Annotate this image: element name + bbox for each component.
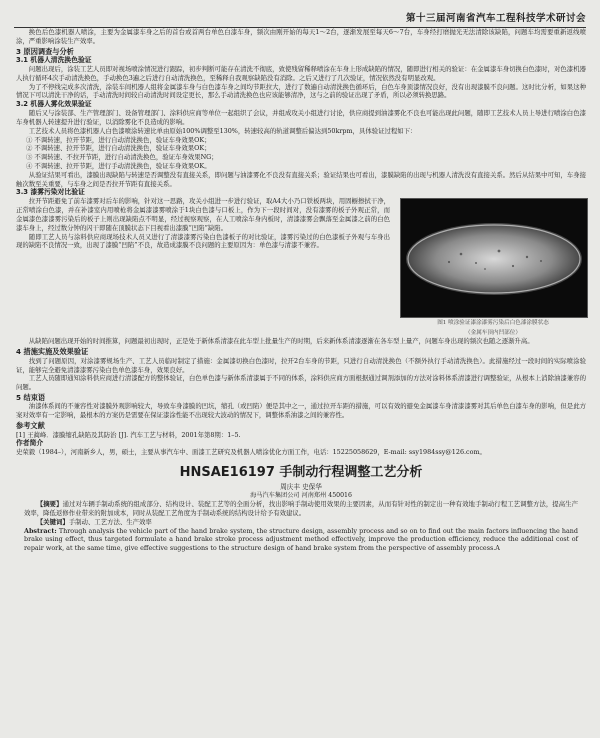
english-abstract-text: Through analysis the vehicle part of the hand brake system, the structure design, assembly process and so on to find out the main factors influencing the hand brake using effect, thus targeted formulate a hand brake stroke process adjustment method effectively, improve the production efficiency, reduce the additional cost of repair work, at the same time, give effective suggestions to the structure design of hand brake system from the perspective of assembly process.A [24,526,578,553]
article-2-title: HNSAE16197 手制动行程调整工艺分析 [179,465,423,481]
article-2-affiliation: 海马汽车集团公司 河南郑州 450016 [250,492,352,500]
section-4-title: 4 措施实施及效果验证 [16,347,89,357]
section-3-3-title: 3.3 漆雾污染对比验证 [16,188,85,197]
article-2-keywords [16,518,586,527]
section-4-paragraph-1: 找到了问题原因，对涂漆雾规场生产、工艺人员临时制定了措施：金属漆切换白色漆时，拉开2台车身的节距，只进行自动清洗换色（不额外执行手动清洗换色）。此措施经过一段时间的实际喷涂验证，能够完全避免清漆漆雾污染白色单色漆车身，效果良好。 [16,356,586,374]
section-3-1-paragraph-1: 问题出现后，涂装工艺人员即对视场喷涂情况进行跟踪，初步判断可能存在清洗不彻底，致使残留稀释喷涂在车身上形成缺陷的情况，随即进行相关的验证：在金属漆车身切换白色漆时，对色漆机器人执行循环4次手动清洗换色，手动换色3遍之后进行自动清洗换色，至稀释自我观察缺陷没有消除。之后又进行了几次验证，情况依然没有明显改观。 [16,65,586,82]
verification-item-4: ④ 不调转速、拉开节距，进行手动清洗换色，验证车身效果OK。 [26,162,211,171]
section-3-1-paragraph-2: 为了不停线完成多次清洗，涂装车间机器人组将金属漆车身与白色漆车身之间均节距拉大，进行了数遍自动清洗换色循环后，白色车身顶漆情况良好，没有出现漆膜不良问题。这时比分析，如果这种情况下可以清洗干净的话，手动清洗时间较自动清洗时间设定更长，那么手动清洗换色也应该能够清净，这与之前的验证出现了矛盾，所以必须转换思路。 [16,82,586,100]
article-body [16,28,586,553]
section-3-3-with-figure [16,188,586,337]
section-3-2-paragraph-3: 从验证结果可看出，漆膜出现缺陷与转速是否调整没有直接关系，即问题与油漆雾化不良没有直接关系；验证结果也可看出，漆膜缺陷的出现与机器人清洗没有直接关系。然后从结果中可知，车身接触次数至关重要，与车身之间是否拉开节距有直接关系。 [16,170,586,188]
section-3-2-paragraph-1: 随后又与涂装部、生产管理部门、设备管理部门、涂料供应商等单位一起组织了会议，并组成攻关小组进行讨论，供应商提到油漆雾化不良也可能出现此问题，随即工艺技术人员上导进行喷涂白色漆车身机器人转速提升进行验证，以消除雾化不良造成的影响。 [16,109,586,127]
verification-item-1: ① 不调转速，拉开节距，进行自动清洗换色，验证车身效果OK； [26,135,211,144]
verification-item-2: ② 不调转速、拉开节距，进行自动清洗换色，验证车身效果OK； [26,144,211,153]
abstract-label: 【摘要】 [36,500,63,509]
references-title: 参考文献 [16,421,45,431]
keywords-text: 手制动、工艺方法、生产效率 [68,517,152,526]
reference-1: [1] 王蔺峰．漆膜缩孔缺陷及其防治 [J]. 汽车工艺与材料，2001年第8期：1–5. [16,430,241,439]
paint-film-photo-drawing [401,199,587,317]
paint-film-photo [400,198,588,318]
section-3-1-title: 3.1 机器人清洗换色验证 [16,56,92,65]
abstract-text: 通过对车辆手制动系统的组成部分、结构设计、装配工艺等的全面分析，找出影响手制动使用效果的主要因素，从而有针对性的制定出一种有效地手制动行程工艺调整方法，提高生产效率，降低返修作业带来的附加成本，同时从装配工艺角度为手制动系统的结构设计给予有效建议。 [24,500,579,517]
article-2-english-abstract [16,527,586,553]
keywords-label: 【关键词】 [36,517,69,526]
section-3-3-paragraph-2: 随即工艺人员与涂料供应商现场技术人员又进行了清漆漆雾污染白色漆板子的对比验证，漆雾污染过的白色漆板子外观与车身出现的缺陷不良情况一致，出现了漆膜“凹陷”不良，故造成漆膜不良问题的主要原因为：单色漆与清漆不兼容。 [16,232,390,250]
section-3-3-text [16,188,390,337]
figure-1 [400,198,586,337]
section-3-2-title: 3.2 机器人雾化效果验证 [16,100,92,109]
section-3-title: 3 原因调查与分析 [16,46,74,56]
author-intro: 史荣毅（1984–），河南新乡人，男，硕士，主要从事汽车中、面漆工艺研究及机器人喷涂优化方面工作，电话：15225058629，E-mail: ssy1984ssy@126.com。 [16,448,486,457]
verification-item-3: ③ 不调转速、不拉开节距，进行自动清洗换色，验证车身效果NG； [26,153,218,162]
figure-subcaption: （金属车顶内凹部位） [465,329,521,336]
header-title: 第十三届河南省汽车工程科技学术研讨会 [405,13,586,24]
running-header [0,8,600,24]
section-5-paragraph: 油漆体系间的不兼容性对漆膜外观影响较大，导致车身漆膜的凹坑，缩孔（或凹陷）便是其中之一，通过拉开车距的措施，可以有效的避免金属漆车身清漆漆雾对其后单色白漆车身的影响，但是此方案对效率有一定影响，最根本的方案仍是需要在保证漆涂性能不出现较大波动的情况下，调整体系油漆之间的兼容性。 [16,402,586,420]
section-3-2-paragraph-2: 工艺技术人员将色漆机器人白色漆喷涂转速比单由原始100%调整至130%，转速较高的轨道调整后偏达到50krpm，具体验证过程如下： [28,126,417,135]
figure-caption: 图1 喷涂验证漆涂漆雾污染后白色漆涂膜状态 [437,320,549,327]
english-abstract-label: Abstract: [24,526,57,535]
intro-paragraph: 换色后色漆机器人喷涂，主要为金属漆车身之后的首台或首两台单色白漆车身，频次由刚开始的每天1～2台，逐渐发展至每天6～7台，车身经打磨抛光无法清除该缺陷，问题车均需要重新返线喷涂，严重影响涂装生产效率。 [16,28,586,45]
article-2-abstract [16,500,586,518]
section-4-paragraph-2: 工艺人员随即通知涂料供应商进行清漆配方的整体验证，白色单色漆与新体系清漆属于不同的体系，涂料供应商方面根据通过调剂添加的方法对涂料体系清漆进行调整验证，从根本上消除油漆兼容的问题。 [16,374,586,392]
section-5-title: 5 结束语 [16,392,46,402]
author-intro-title: 作者简介 [16,439,44,448]
section-3-3-paragraph-1: 拉开节距避免了前车漆雾对后车的影响，针对这一思路，攻关小组进一步进行验证，取A4大小乃口铁板两块，用固橱擦拭干净，正常喷涂白色漆，并在补漆室内用喷枪将金属漆漆雾喷涂于1块白色漆与口板上，作为下一段时间对，没有漆雾的板子外观正常，而金属漆色漆漆雾污染后的板子上则出现缺陷点不明显，经过视察观察，在人工喷涂车身内板时，清漆漆雾会飘落至金属漆之前的白色漆车身上，经过数分钟的闪干即随在顶膜状态下目视看出漆膜“凹陷”缺陷。 [16,197,390,232]
section-3-3-paragraph-3: 从缺陷问题出现开始的时间推算，问题最初出现时，正是处于新体系清漆在此车型上批量生产的时期，后来新体系清漆逐渐在各车型上量产，问题车身出现的频次也随之逐渐升高。 [28,337,534,346]
article-2-authors: 周庆丰 史保华 [280,483,322,492]
